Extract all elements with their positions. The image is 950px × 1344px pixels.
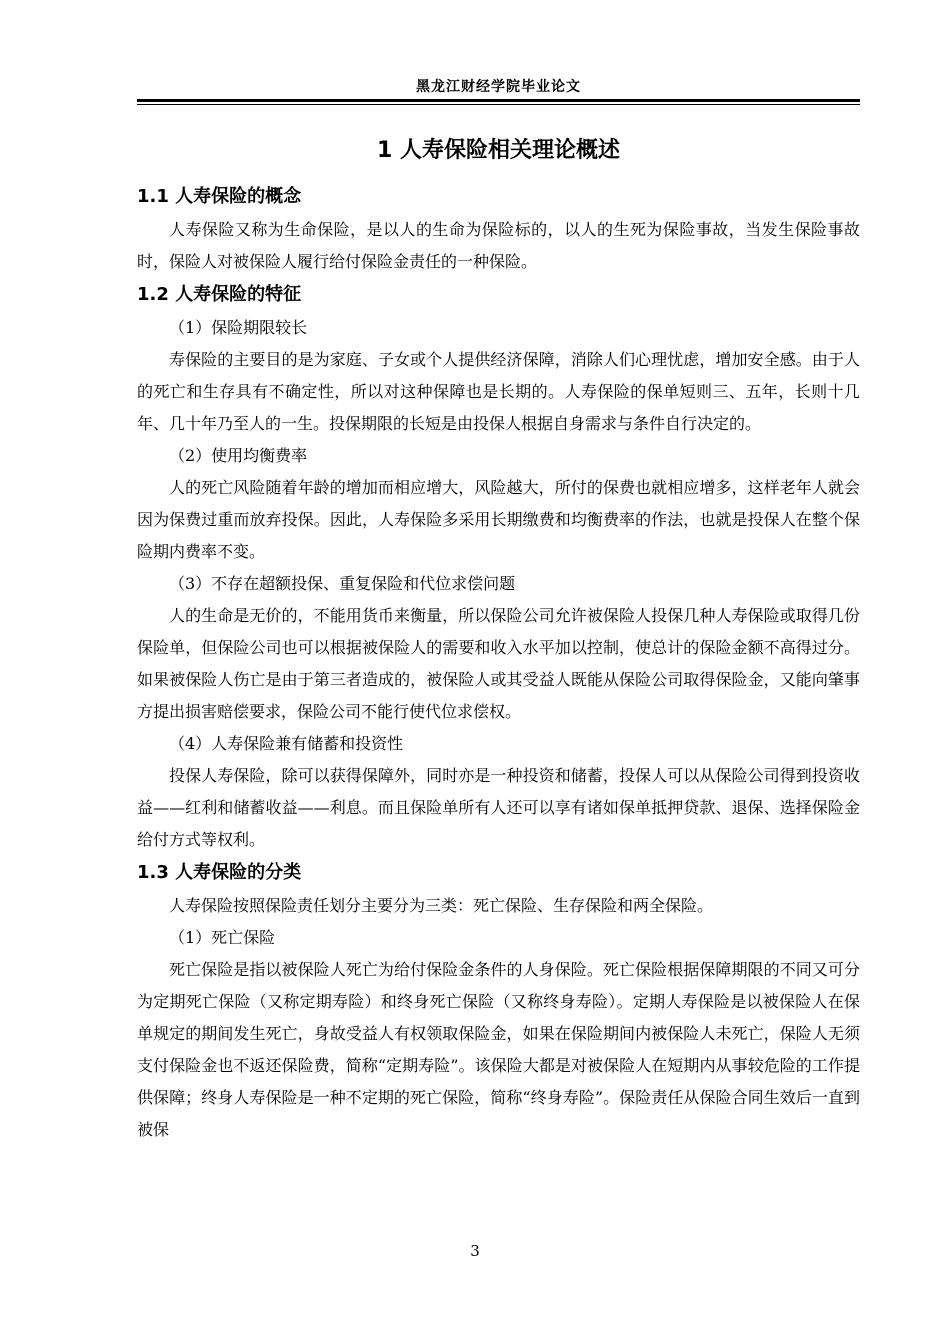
body-paragraph: 人的生命是无价的，不能用货币来衡量，所以保险公司允许被保险人投保几种人寿保险或取得几份保险单，但保险公司也可以根据被保险人的需要和收入水平加以控制，使总计的保险金额不高得过分。如果被保险人伤亡是由于第三者造成的，被保险人或其受益人既能从保险公司取得保险金，又能向肇事方提出损害赔偿要求，保险公司不能行使代位求偿权。 [137,606,860,721]
body-paragraph: 投保人寿保险，除可以获得保障外，同时亦是一种投资和储蓄，投保人可以从保险公司得到投资收益——红利和储蓄收益——利息。而且保险单所有人还可以享有诸如保单抵押贷款、退保、选择保险金给付方式等权利。 [137,766,860,849]
section-heading: 1.2 人寿保险的特征 [137,284,302,305]
body-paragraph: 人寿保险按照保险责任划分主要分为三类：死亡保险、生存保险和两全保险。 [169,896,714,915]
subheading: （4）人寿保险兼有储蓄和投资性 [169,734,404,753]
subheading: （2）使用均衡费率 [169,446,308,465]
body-content [137,130,860,1146]
subheading: （1）保险期限较长 [169,318,308,337]
header-rule-thin [137,104,860,105]
page-number: 3 [470,1242,480,1260]
header-rule-thick [137,99,860,102]
section-heading: 1.3 人寿保险的分类 [137,862,302,883]
subheading: （1）死亡保险 [169,928,276,947]
running-header: 黑龙江财经学院毕业论文 [416,79,581,95]
subheading: （3）不存在超额投保、重复保险和代位求偿问题 [169,574,516,593]
body-paragraph: 人的死亡风险随着年龄的增加而相应增大，风险越大，所付的保费也就相应增多，这样老年人就会因为保费过重而放弃投保。因此，人寿保险多采用长期缴费和均衡费率的作法，也就是投保人在整个保险期内费率不变。 [137,478,860,561]
body-paragraph: 寿保险的主要目的是为家庭、子女或个人提供经济保障，消除人们心理忧虑，增加安全感。由于人的死亡和生存具有不确定性，所以对这种保障也是长期的。人寿保险的保单短则三、五年，长则十几年、几十年乃至人的一生。投保期限的长短是由投保人根据自身需求与条件自行决定的。 [137,350,860,433]
chapter-title: 1 人寿保险相关理论概述 [377,138,620,163]
body-paragraph: 人寿保险又称为生命保险，是以人的生命为保险标的，以人的生死为保险事故，当发生保险事故时，保险人对被保险人履行给付保险金责任的一种保险。 [137,220,860,271]
body-paragraph: 死亡保险是指以被保险人死亡为给付保险金条件的人身保险。死亡保险根据保障期限的不同又可分为定期死亡保险（又称定期寿险）和终身死亡保险（又称终身寿险）。定期人寿保险是以被保险人在保单规定的期间发生死亡，身故受益人有权领取保险金，如果在保险期间内被保险人未死亡，保险人无须支付保险金也不返还保险费，简称“定期寿险”。该保险大都是对被保险人在短期内从事较危险的工作提供保障；终身人寿保险是一种不定期的死亡保险，简称“终身寿险”。保险责任从保险合同生效后一直到被保 [137,960,860,1139]
section-heading: 1.1 人寿保险的概念 [137,186,302,207]
